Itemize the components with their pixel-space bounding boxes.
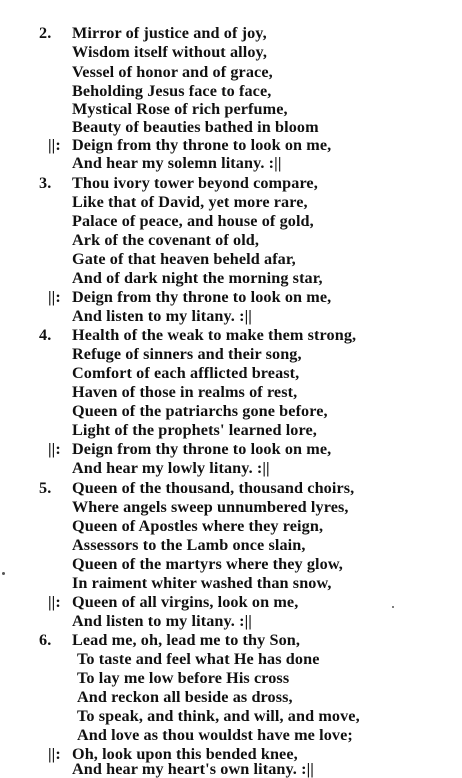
refrain-text: And hear my lowly litany. :|| [72, 459, 270, 477]
verse-text: And reckon all beside as dross, [77, 688, 293, 706]
stanza-number: 4. [39, 326, 52, 344]
refrain-text: Deign from thy throne to look on me, [72, 136, 332, 154]
verse-text: Mystical Rose of rich perfume, [72, 100, 288, 118]
verse-text: Mirror of justice and of joy, [72, 24, 267, 42]
verse-text: Where angels sweep unnumbered lyres, [72, 498, 349, 516]
verse-text: Queen of Apostles where they reign, [72, 517, 324, 535]
verse-text: Thou ivory tower beyond compare, [72, 174, 318, 192]
refrain-text: And hear my heart's own litany. :|| [72, 760, 314, 778]
verse-text: To taste and feel what He has done [77, 650, 320, 668]
verse-text: Like that of David, yet more rare, [72, 193, 308, 211]
verse-text: Assessors to the Lamb once slain, [72, 536, 306, 554]
refrain-text: Deign from thy throne to look on me, [72, 440, 332, 458]
verse-text: Vessel of honor and of grace, [72, 63, 273, 81]
print-speck [2, 572, 5, 575]
verse-text: Palace of peace, and house of gold, [72, 212, 314, 230]
verse-text: Light of the prophets' learned lore, [72, 421, 317, 439]
verse-text: Ark of the covenant of old, [72, 231, 260, 249]
verse-text: And of dark night the morning star, [72, 269, 323, 287]
verse-text: To speak, and think, and will, and move, [77, 707, 360, 725]
verse-text: Gate of that heaven beheld afar, [72, 250, 296, 268]
verse-text: Queen of the patriarchs gone before, [72, 402, 328, 420]
verse-text: Queen of the thousand, thousand choirs, [72, 479, 355, 497]
refrain-text: Deign from thy throne to look on me, [72, 288, 332, 306]
print-speck [392, 606, 394, 608]
verse-text: Lead me, oh, lead me to thy Son, [72, 631, 301, 649]
refrain-text: Queen of all virgins, look on me, [72, 593, 299, 611]
refrain-text: And hear my solemn litany. :|| [72, 154, 282, 172]
refrain-text: And listen to my litany. :|| [72, 307, 252, 325]
repeat-start-mark: ||: [48, 288, 61, 306]
repeat-start-mark: ||: [48, 745, 61, 763]
verse-text: To lay me low before His cross [77, 669, 290, 687]
verse-text: Comfort of each afflicted breast, [72, 364, 300, 382]
stanza-number: 2. [39, 24, 52, 42]
repeat-start-mark: ||: [48, 440, 61, 458]
verse-text: And love as thou wouldst have me love; [77, 726, 353, 744]
verse-text: In raiment whiter washed than snow, [72, 574, 332, 592]
refrain-text: Oh, look upon this bended knee, [72, 745, 298, 763]
repeat-start-mark: ||: [48, 593, 61, 611]
verse-text: Beholding Jesus face to face, [72, 82, 272, 100]
stanza-number: 6. [39, 631, 52, 649]
verse-text: Haven of those in realms of rest, [72, 383, 298, 401]
stanza-number: 3. [39, 174, 52, 192]
verse-text: Beauty of beauties bathed in bloom [72, 118, 319, 136]
verse-text: Health of the weak to make them strong, [72, 326, 357, 344]
verse-text: Queen of the martyrs where they glow, [72, 555, 343, 573]
verse-text: Wisdom itself without alloy, [72, 43, 267, 61]
verse-text: Refuge of sinners and their song, [72, 345, 302, 363]
stanza-number: 5. [39, 479, 52, 497]
repeat-start-mark: ||: [48, 136, 61, 154]
refrain-text: And listen to my litany. :|| [72, 612, 252, 630]
